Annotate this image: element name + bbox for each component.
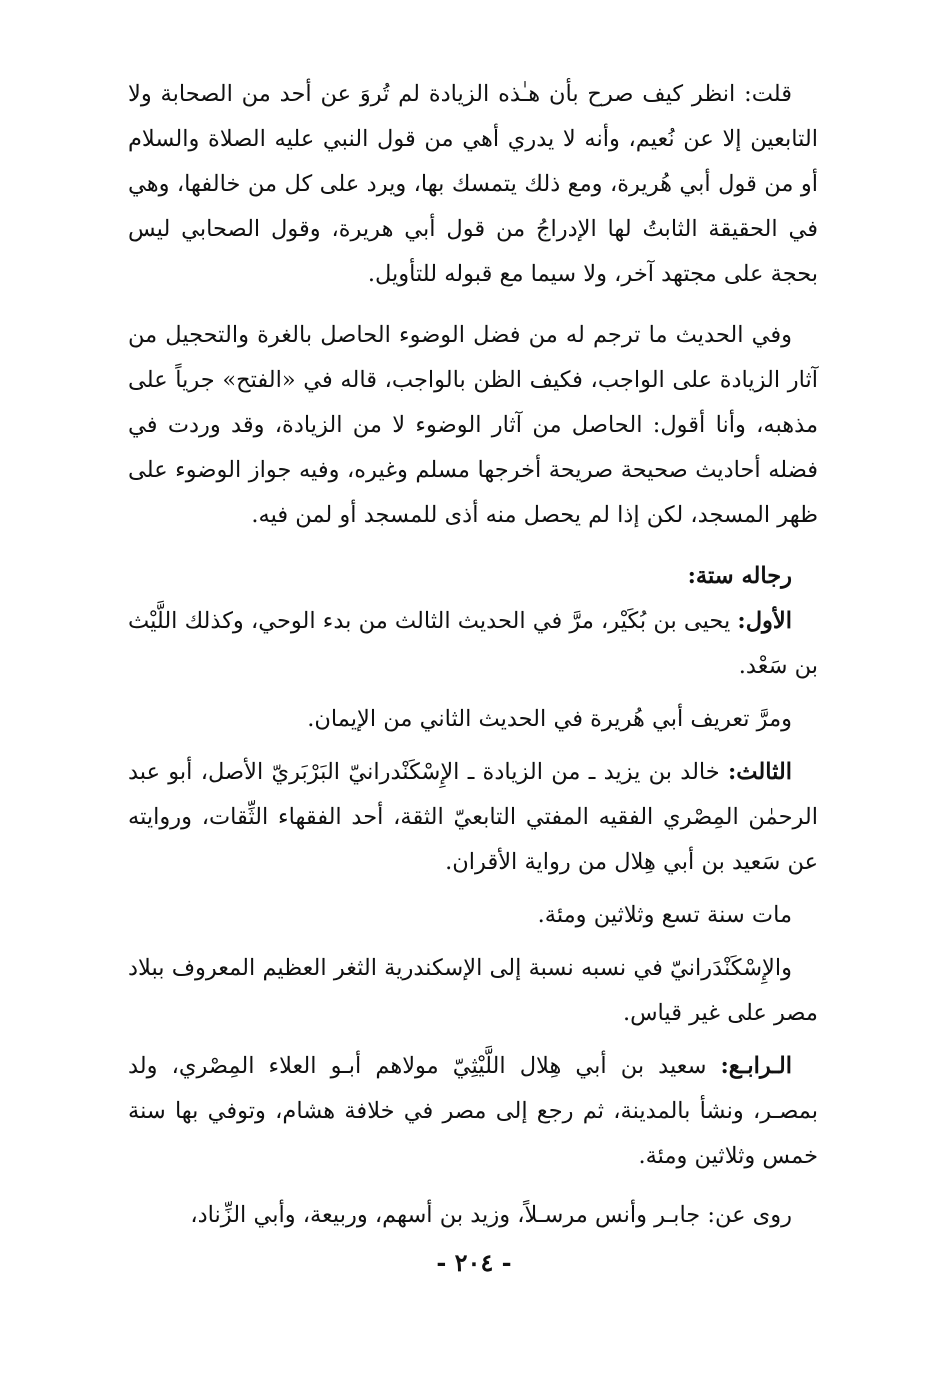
paragraph-text: خالد بن يزيد ـ من الزيادة ـ الإِسْكَنْدرانيّ البَرْبَريّ الأصل، أبو عبد الرحمٰن المِصْري الفقيه المفتي التابعيّ الثقة، أحد الفقهاء الثِّقات، وروايته عن سَعيد بن أبي هِلال من رواية الأقران. xyxy=(128,759,818,875)
paragraph-hadith-commentary xyxy=(128,313,818,538)
paragraph-lead: الأول: xyxy=(737,608,792,634)
paragraph-lead: الـرابـع: xyxy=(720,1053,792,1079)
paragraph-first-narrator xyxy=(128,599,818,689)
paragraph-text: سعيد بن أبي هِلال اللَّيْثِيّ مولاهم أبـو العلاء المِصْري، ولد بمصـر، ونشأ بالمدينة، ثم رجع إلى مصر في خلافة هشام، وتوفي بها سنة خمس وثلاثين ومئة. xyxy=(128,1053,818,1169)
page-number: - ٢٠٤ - xyxy=(436,1248,512,1277)
paragraph-lead: الثالث: xyxy=(727,759,792,785)
paragraph-text: وفي الحديث ما ترجم له من فضل الوضوء الحاصل بالغرة والتحجيل من آثار الزيادة على الواجب، فكيف الظن بالواجب، قاله في «الفتح» جرياً على مذهبه، وأنا أقول: الحاصل من آثار الوضوء لا من الزيادة، وقد وردت في فضله أحاديث صحيحة صريحة أخرجها مسلم وغيره، وفيه جواز الوضوء على ظهر المسجد، لكن إذا لم يحصل منه أذى للمسجد أو لمن فيه. xyxy=(128,322,818,528)
paragraph-text: مات سنة تسع وثلاثين ومئة. xyxy=(537,902,792,928)
paragraph-death-year xyxy=(128,893,818,938)
paragraph-text: روى عن: جابـر وأنس مرسـلاً، وزيد بن أسهم، وربيعة، وأبي الزِّناد، xyxy=(190,1202,792,1228)
narrators-heading xyxy=(128,554,818,599)
paragraph-third-narrator xyxy=(128,750,818,885)
paragraph-second-narrator xyxy=(128,697,818,742)
heading-text: رجاله ستة: xyxy=(687,563,792,589)
paragraph-text: ومرَّ تعريف أبي هُريرة في الحديث الثاني من الإيمان. xyxy=(307,706,792,732)
paragraph-text: قلت: انظر كيف صرح بأن هـٰذه الزيادة لم تُروَ عن أحد من الصحابة ولا التابعين إلا عن نُعيم، وأنه لا يدري أهي من قول النبي عليه الصلاة والسلام أو من قول أبي هُريرة، ومع ذلك يتمسك بها، ويرد على كل من خالفها، وهي في الحقيقة الثابتُ لها الإدراجُ من قول أبي هريرة، وقول الصحابي ليس بحجة على مجتهد آخر، ولا سيما مع قبوله للتأويل. xyxy=(128,81,818,287)
paragraph-nisba xyxy=(128,946,818,1036)
paragraph-fourth-narrator xyxy=(128,1044,818,1179)
paragraph-text: والإِسْكَنْدَرانيّ في نسبه نسبة إلى الإسكندرية الثغر العظيم المعروف ببلاد مصر على غير قياس. xyxy=(128,955,818,1026)
paragraph-text: يحيى بن بُكَيْر، مرَّ في الحديث الثالث من بدء الوحي، وكذلك اللَّيْث بن سَعْد. xyxy=(128,608,818,679)
paragraph-narrated-from xyxy=(128,1193,818,1238)
paragraph-qultu xyxy=(128,72,818,297)
